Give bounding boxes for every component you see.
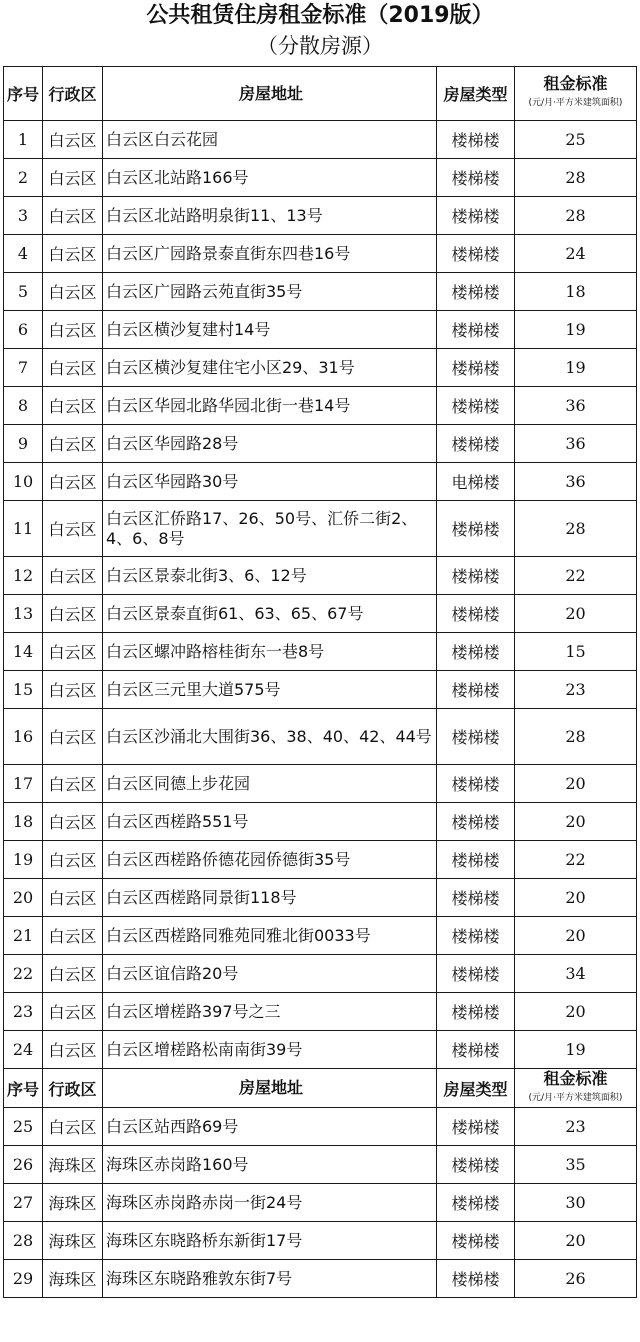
row-no: 28 (4, 1222, 43, 1260)
row-no: 27 (4, 1184, 43, 1222)
header-address: 房屋地址 (103, 1069, 437, 1108)
row-address: 白云区同德上步花园 (103, 765, 437, 803)
row-rent: 35 (515, 1146, 637, 1184)
row-district: 白云区 (43, 993, 103, 1031)
table-row (4, 1108, 637, 1146)
row-address: 白云区螺冲路榕桂街东一巷8号 (103, 633, 437, 671)
row-no: 7 (4, 349, 43, 387)
row-rent: 36 (515, 387, 637, 425)
header-rent-label: 租金标准 (543, 74, 608, 93)
table-header-row (4, 1069, 637, 1108)
row-address: 白云区汇侨路17、26、50号、汇侨二街2、4、6、8号 (103, 501, 437, 557)
row-district: 白云区 (43, 595, 103, 633)
row-no: 25 (4, 1108, 43, 1146)
row-no: 8 (4, 387, 43, 425)
row-district: 白云区 (43, 197, 103, 235)
row-district: 白云区 (43, 349, 103, 387)
row-district: 白云区 (43, 955, 103, 993)
row-no: 21 (4, 917, 43, 955)
row-rent: 19 (515, 1031, 637, 1069)
header-no: 序号 (4, 1069, 43, 1108)
row-rent: 28 (515, 501, 637, 557)
header-district: 行政区 (43, 1069, 103, 1108)
row-address: 海珠区东晓路雅敦东街7号 (103, 1260, 437, 1298)
table-row (4, 955, 637, 993)
row-district: 海珠区 (43, 1222, 103, 1260)
row-type: 楼梯楼 (437, 709, 515, 765)
row-type: 楼梯楼 (437, 803, 515, 841)
row-rent: 18 (515, 273, 637, 311)
row-district: 白云区 (43, 1108, 103, 1146)
header-address: 房屋地址 (103, 67, 437, 121)
row-type: 楼梯楼 (437, 765, 515, 803)
rent-table-body (4, 67, 637, 1298)
row-district: 白云区 (43, 765, 103, 803)
row-no: 29 (4, 1260, 43, 1298)
row-type: 楼梯楼 (437, 1184, 515, 1222)
table-row (4, 595, 637, 633)
table-row (4, 1184, 637, 1222)
header-district: 行政区 (43, 67, 103, 121)
table-row (4, 1222, 637, 1260)
table-row (4, 425, 637, 463)
table-row (4, 349, 637, 387)
row-type: 楼梯楼 (437, 633, 515, 671)
row-no: 1 (4, 121, 43, 159)
row-address: 白云区西槎路侨德花园侨德街35号 (103, 841, 437, 879)
row-district: 白云区 (43, 879, 103, 917)
row-district: 白云区 (43, 121, 103, 159)
row-type: 楼梯楼 (437, 1031, 515, 1069)
row-type: 楼梯楼 (437, 1260, 515, 1298)
row-type: 楼梯楼 (437, 501, 515, 557)
table-row (4, 159, 637, 197)
row-address: 白云区增槎路397号之三 (103, 993, 437, 1031)
row-rent: 28 (515, 709, 637, 765)
row-rent: 30 (515, 1184, 637, 1222)
row-type: 楼梯楼 (437, 349, 515, 387)
row-district: 海珠区 (43, 1146, 103, 1184)
row-type: 楼梯楼 (437, 841, 515, 879)
table-row (4, 235, 637, 273)
row-type: 电梯楼 (437, 463, 515, 501)
row-district: 白云区 (43, 633, 103, 671)
table-row (4, 197, 637, 235)
table-row (4, 803, 637, 841)
row-address: 白云区北站路166号 (103, 159, 437, 197)
row-no: 20 (4, 879, 43, 917)
row-rent: 20 (515, 1222, 637, 1260)
row-no: 26 (4, 1146, 43, 1184)
row-rent: 20 (515, 765, 637, 803)
row-rent: 20 (515, 917, 637, 955)
row-type: 楼梯楼 (437, 955, 515, 993)
row-address: 白云区沙涌北大围街36、38、40、42、44号 (103, 709, 437, 765)
row-type: 楼梯楼 (437, 121, 515, 159)
row-address: 海珠区赤岗路赤岗一街24号 (103, 1184, 437, 1222)
row-address: 海珠区赤岗路160号 (103, 1146, 437, 1184)
row-no: 18 (4, 803, 43, 841)
row-no: 19 (4, 841, 43, 879)
table-row (4, 671, 637, 709)
row-district: 白云区 (43, 235, 103, 273)
header-rent-unit: (元/月·平方米建筑面积) (528, 1092, 623, 1103)
row-district: 白云区 (43, 1031, 103, 1069)
row-district: 白云区 (43, 841, 103, 879)
row-type: 楼梯楼 (437, 557, 515, 595)
row-rent: 26 (515, 1260, 637, 1298)
row-district: 白云区 (43, 425, 103, 463)
row-no: 10 (4, 463, 43, 501)
row-type: 楼梯楼 (437, 235, 515, 273)
row-address: 白云区谊信路20号 (103, 955, 437, 993)
row-address: 白云区华园北路华园北街一巷14号 (103, 387, 437, 425)
row-type: 楼梯楼 (437, 595, 515, 633)
row-district: 白云区 (43, 917, 103, 955)
table-row (4, 993, 637, 1031)
row-type: 楼梯楼 (437, 311, 515, 349)
row-address: 白云区增槎路松南南街39号 (103, 1031, 437, 1069)
table-row (4, 387, 637, 425)
row-address: 白云区站西路69号 (103, 1108, 437, 1146)
row-district: 白云区 (43, 463, 103, 501)
row-rent: 15 (515, 633, 637, 671)
row-no: 6 (4, 311, 43, 349)
row-rent: 19 (515, 349, 637, 387)
row-address: 白云区西槎路同雅苑同雅北街0033号 (103, 917, 437, 955)
row-rent: 20 (515, 803, 637, 841)
row-no: 14 (4, 633, 43, 671)
row-type: 楼梯楼 (437, 993, 515, 1031)
row-address: 白云区广园路云苑直街35号 (103, 273, 437, 311)
header-no: 序号 (4, 67, 43, 121)
row-type: 楼梯楼 (437, 273, 515, 311)
row-no: 9 (4, 425, 43, 463)
table-header-row (4, 67, 637, 121)
table-row (4, 917, 637, 955)
row-rent: 28 (515, 159, 637, 197)
table-row (4, 557, 637, 595)
row-rent: 20 (515, 993, 637, 1031)
row-district: 白云区 (43, 501, 103, 557)
row-address: 白云区景泰直街61、63、65、67号 (103, 595, 437, 633)
row-district: 白云区 (43, 709, 103, 765)
row-type: 楼梯楼 (437, 197, 515, 235)
row-rent: 20 (515, 595, 637, 633)
row-district: 海珠区 (43, 1260, 103, 1298)
row-rent: 22 (515, 841, 637, 879)
row-address: 白云区三元里大道575号 (103, 671, 437, 709)
header-rent-label: 租金标准 (543, 1068, 608, 1088)
row-rent: 28 (515, 197, 637, 235)
row-rent: 36 (515, 463, 637, 501)
row-no: 22 (4, 955, 43, 993)
row-rent: 34 (515, 955, 637, 993)
row-address: 白云区广园路景泰直街东四巷16号 (103, 235, 437, 273)
table-row (4, 1031, 637, 1069)
row-type: 楼梯楼 (437, 917, 515, 955)
row-type: 楼梯楼 (437, 1108, 515, 1146)
row-type: 楼梯楼 (437, 159, 515, 197)
header-rent (515, 1069, 637, 1108)
row-address: 白云区华园路28号 (103, 425, 437, 463)
row-rent: 20 (515, 879, 637, 917)
row-no: 5 (4, 273, 43, 311)
row-address: 白云区横沙复建住宅小区29、31号 (103, 349, 437, 387)
page-subtitle: （分散房源） (257, 34, 383, 58)
row-district: 白云区 (43, 159, 103, 197)
row-district: 白云区 (43, 273, 103, 311)
row-no: 23 (4, 993, 43, 1031)
row-type: 楼梯楼 (437, 1146, 515, 1184)
row-district: 海珠区 (43, 1184, 103, 1222)
row-no: 3 (4, 197, 43, 235)
rent-table (3, 66, 637, 1298)
row-address: 白云区横沙复建村14号 (103, 311, 437, 349)
row-district: 白云区 (43, 557, 103, 595)
row-type: 楼梯楼 (437, 1222, 515, 1260)
row-address: 白云区华园路30号 (103, 463, 437, 501)
row-address: 白云区西槎路551号 (103, 803, 437, 841)
table-row (4, 501, 637, 557)
row-no: 17 (4, 765, 43, 803)
row-district: 白云区 (43, 671, 103, 709)
row-rent: 24 (515, 235, 637, 273)
row-type: 楼梯楼 (437, 671, 515, 709)
table-row (4, 709, 637, 765)
row-no: 24 (4, 1031, 43, 1069)
row-rent: 22 (515, 557, 637, 595)
table-row (4, 879, 637, 917)
row-rent: 25 (515, 121, 637, 159)
row-address: 白云区景泰北街3、6、12号 (103, 557, 437, 595)
row-address: 海珠区东晓路桥东新街17号 (103, 1222, 437, 1260)
row-no: 4 (4, 235, 43, 273)
row-no: 13 (4, 595, 43, 633)
header-rent (515, 67, 637, 121)
header-type: 房屋类型 (437, 67, 515, 121)
row-no: 16 (4, 709, 43, 765)
table-row (4, 633, 637, 671)
page-title: 公共租赁住房租金标准（2019版） (146, 3, 494, 28)
header-type: 房屋类型 (437, 1069, 515, 1108)
row-address: 白云区北站路明泉街11、13号 (103, 197, 437, 235)
row-type: 楼梯楼 (437, 387, 515, 425)
row-rent: 19 (515, 311, 637, 349)
table-row (4, 463, 637, 501)
row-type: 楼梯楼 (437, 425, 515, 463)
row-no: 15 (4, 671, 43, 709)
row-district: 白云区 (43, 311, 103, 349)
header-rent-unit: (元/月·平方米建筑面积) (528, 98, 623, 108)
row-address: 白云区白云花园 (103, 121, 437, 159)
table-row (4, 121, 637, 159)
table-row (4, 1146, 637, 1184)
row-address: 白云区西槎路同景街118号 (103, 879, 437, 917)
row-no: 11 (4, 501, 43, 557)
table-row (4, 765, 637, 803)
row-no: 12 (4, 557, 43, 595)
row-district: 白云区 (43, 803, 103, 841)
row-district: 白云区 (43, 387, 103, 425)
row-rent: 23 (515, 671, 637, 709)
table-row (4, 311, 637, 349)
table-row (4, 1260, 637, 1298)
row-rent: 36 (515, 425, 637, 463)
row-type: 楼梯楼 (437, 879, 515, 917)
row-rent: 23 (515, 1108, 637, 1146)
row-no: 2 (4, 159, 43, 197)
table-row (4, 273, 637, 311)
table-row (4, 841, 637, 879)
